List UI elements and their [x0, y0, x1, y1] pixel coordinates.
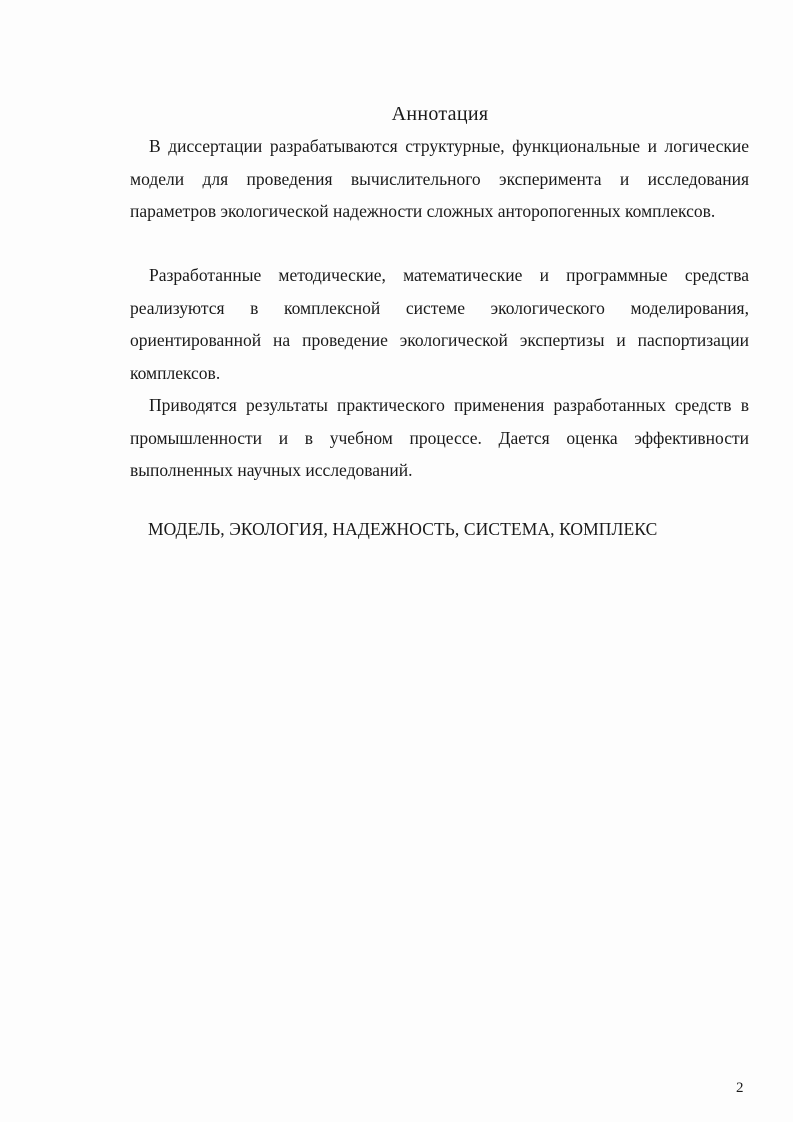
abstract-paragraph-2: Разработанные методические, математические и программные средства реализуются в комплексной системе экологического моделирования, ориентированной на проведение экологической экспертизы и паспортизации комплексов. [130, 265, 749, 383]
abstract-paragraph-1: В диссертации разрабатываются структурные, функциональные и логические модели для проведения вычислительного эксперимента и исследования параметров экологической надежности сложных анторопогенных комплексов. [130, 136, 749, 221]
page-number: 2 [736, 1080, 744, 1096]
abstract-paragraph-3: Приводятся результаты практического применения разработанных средств в промышленности и в учебном процессе. Дается оценка эффективности выполненных научных исследований. [130, 395, 749, 480]
page-title: Аннотация [391, 103, 489, 125]
keywords-line: МОДЕЛЬ, ЭКОЛОГИЯ, НАДЕЖНОСТЬ, СИСТЕМА, КОМПЛЕКС [148, 519, 658, 539]
